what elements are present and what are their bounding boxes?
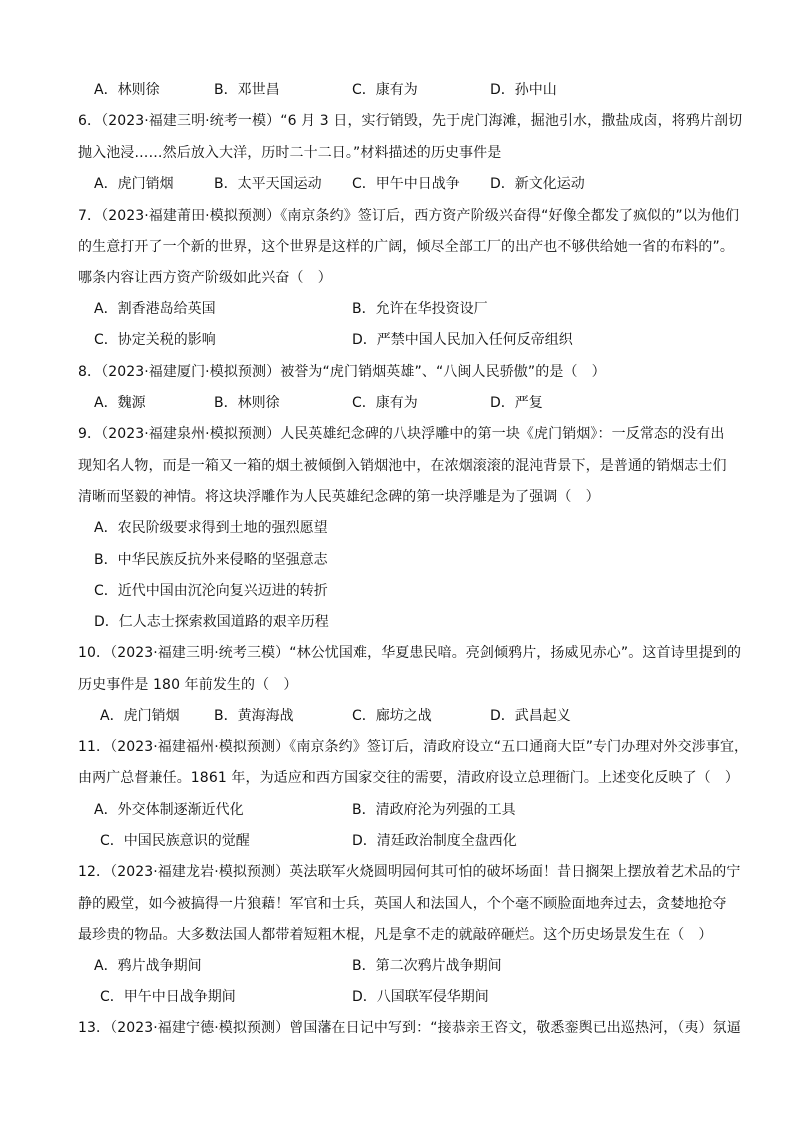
option-a: A．虎门销烟 [94, 176, 174, 192]
option-b: B．邓世昌 [214, 82, 280, 98]
question-text: 的生意打开了一个新的世界，这个世界是这样的广阔，倾尽全部工厂的出产也不够供给她一省的布料的”。 [78, 239, 734, 255]
question-text: 9．（2023·福建泉州·模拟预测）人民英雄纪念碑的八块浮雕中的第一块《虎门销烟》：一反常态的没有出 [78, 426, 725, 442]
question-text: 静的殿堂，如今被搞得一片狼藉！军官和士兵，英国人和法国人，个个毫不顾脸面地奔过去，贪婪地抢夺 [78, 896, 727, 912]
question-text: 13．（2023·福建宁德·模拟预测）曾国藩在日记中写到：“接恭亲王咨文，敬悉銮舆已出巡热河，（夷）氛逼 [78, 1020, 741, 1036]
option-d: D．孙中山 [490, 82, 557, 98]
option-a: A．外交体制逐渐近代化 [94, 802, 244, 818]
option-a: A．林则徐 [94, 82, 160, 98]
option-d: D．严禁中国人民加入任何反帝组织 [352, 332, 573, 348]
option-c: C．中国民族意识的觉醒 [100, 833, 250, 849]
option-b: B．黄海海战 [214, 708, 294, 724]
option-b: B．中华民族反抗外来侵略的坚强意志 [94, 552, 328, 568]
option-a: A．虎门销烟 [100, 708, 180, 724]
question-text: 7．（2023·福建莆田·模拟预测）《南京条约》签订后，西方资产阶级兴奋得“好像全都发了疯似的”以为他们 [78, 208, 740, 224]
option-d: D．新文化运动 [490, 176, 585, 192]
question-text: 清晰而坚毅的神情。将这块浮雕作为人民英雄纪念碑的第一块浮雕是为了强调（ ） [78, 489, 600, 505]
question-text: 历史事件是 180 年前发生的（ ） [78, 677, 298, 693]
option-c: C．康有为 [352, 82, 418, 98]
option-a: A．鸦片战争期间 [94, 958, 202, 974]
option-c: C．协定关税的影响 [94, 332, 216, 348]
question-text: 12．（2023·福建龙岩·模拟预测）英法联军火烧圆明园何其可怕的破坏场面！昔日搁架上摆放着艺术品的宁 [78, 864, 741, 880]
option-c: C．廊坊之战 [352, 708, 432, 724]
option-b: B．允许在华投资设厂 [352, 301, 488, 317]
option-c: C．康有为 [352, 395, 418, 411]
option-a: A．农民阶级要求得到土地的强烈愿望 [94, 520, 328, 536]
question-text: 6．（2023·福建三明·统考一模）“6 月 3 日，实行销毁，先于虎门海滩，掘池引水，撒盐成卤，将鸦片剖切 [78, 113, 743, 129]
option-b: B．太平天国运动 [214, 176, 322, 192]
question-text: 哪条内容让西方资产阶级如此兴奋（ ） [78, 270, 332, 286]
question-text: 8．（2023·福建厦门·模拟预测）被誉为“虎门销烟英雄”、“八闽人民骄傲”的是（ ） [78, 364, 606, 380]
option-d: D．清廷政治制度全盘西化 [352, 833, 517, 849]
option-b: B．第二次鸦片战争期间 [352, 958, 502, 974]
option-c: C．甲午中日战争 [352, 176, 460, 192]
option-d: D．严复 [490, 395, 543, 411]
question-text: 抛入池浸……然后放入大洋，历时二十二日。”材料描述的历史事件是 [78, 145, 502, 161]
question-text: 现知名人物，而是一箱又一箱的烟土被倾倒入销烟池中，在浓烟滚滚的混沌背景下，是普通的销烟志士们 [78, 458, 727, 474]
option-c: C．近代中国由沉沦向复兴迈进的转折 [94, 583, 328, 599]
option-d: D．武昌起义 [490, 708, 571, 724]
question-text: 由两广总督兼任。1861 年，为适应和西方国家交往的需要，清政府设立总理衙门。上述变化反映了（ ） [78, 770, 739, 786]
option-d: D．仁人志士探索救国道路的艰辛历程 [94, 614, 329, 630]
option-d: D．八国联军侵华期间 [352, 989, 489, 1005]
question-text: 最珍贵的物品。大多数法国人都带着短粗木棍，凡是拿不走的就敲碎砸烂。这个历史场景发生在（ ） [78, 927, 713, 943]
question-text: 11．（2023·福建福州·模拟预测）《南京条约》签订后，清政府设立“五口通商大臣”专门办理对外交涉事宜， [78, 739, 749, 755]
question-text: 10．（2023·福建三明·统考三模）“林公忧国难，华夏患民喑。亮剑倾鸦片，扬威见赤心”。这首诗里提到的 [78, 645, 742, 661]
option-b: B．林则徐 [214, 395, 280, 411]
option-a: A．割香港岛给英国 [94, 301, 216, 317]
option-c: C．甲午中日战争期间 [100, 989, 236, 1005]
option-b: B．清政府沦为列强的工具 [352, 802, 516, 818]
option-a: A．魏源 [94, 395, 146, 411]
